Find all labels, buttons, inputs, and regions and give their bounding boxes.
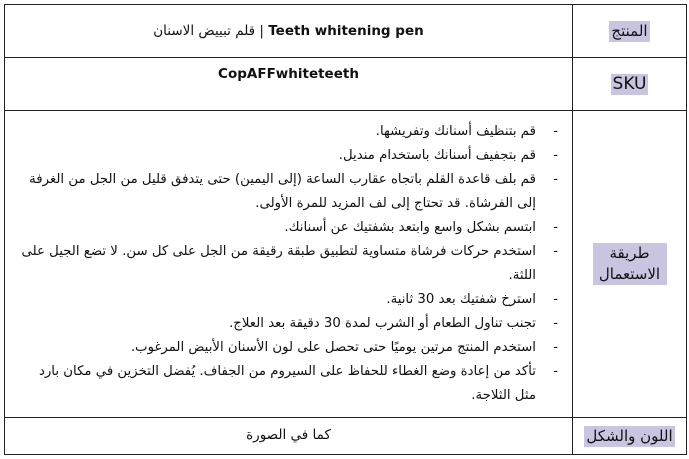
usage-step: - قم بتنظيف أسنانك وتفريشها. xyxy=(17,120,536,144)
usage-steps-list xyxy=(5,120,572,408)
sku-label-cell xyxy=(573,58,687,111)
sku-label: SKU xyxy=(612,73,647,94)
usage-step: - تجنب تناول الطعام أو الشرب لمدة 30 دقيقة بعد العلاج. xyxy=(17,312,536,336)
product-row xyxy=(5,5,687,58)
product-name-english: Teeth whitening pen xyxy=(268,23,424,39)
sku-value-cell xyxy=(5,58,573,111)
usage-label: طريقة الاستعمال xyxy=(593,243,667,285)
color-row xyxy=(5,418,687,455)
color-value-cell xyxy=(5,418,573,455)
color-label-cell xyxy=(573,418,687,455)
product-value-cell xyxy=(5,5,573,58)
usage-step: - ابتسم بشكل واسع وابتعد بشفتيك عن أسنانك. xyxy=(17,216,536,240)
product-name-arabic: قلم تبييض الاسنان xyxy=(153,23,256,39)
usage-step: - استخدم حركات فرشاة متساوية لتطبيق طبقة رقيقة من الجل على كل سن. لا تضع الجيل على اللثة. xyxy=(17,240,536,288)
product-label: المنتج xyxy=(611,21,648,40)
usage-row xyxy=(5,111,687,418)
usage-step: - قم بتجفيف أسنانك باستخدام منديل. xyxy=(17,144,536,168)
usage-step: - قم بلف قاعدة القلم باتجاه عقارب الساعة (إلى اليمين) حتى يتدفق قليل من الجل من الغرفة إلى الفرشاة. قد تحتاج إلى لف المزيد للمرة الأولى. xyxy=(17,168,536,216)
usage-step: - استخدم المنتج مرتين يوميًا حتى تحصل على لون الأسنان الأبيض المرغوب. xyxy=(17,336,536,360)
usage-step: - استرخ شفتيك بعد 30 ثانية. xyxy=(17,288,536,312)
usage-step: - تأكد من إعادة وضع الغطاء للحفاظ على السيروم من الجفاف. يُفضل التخزين في مكان بارد مثل الثلاجة. xyxy=(17,360,536,408)
product-label-cell xyxy=(573,5,687,58)
usage-value-cell xyxy=(5,111,573,418)
product-name-separator: | xyxy=(255,23,269,39)
usage-label-cell xyxy=(573,111,687,418)
sku-row xyxy=(5,58,687,111)
product-spec-table xyxy=(4,4,687,455)
sku-value: CopAFFwhiteteeth xyxy=(218,66,359,82)
color-value: كما في الصورة xyxy=(246,427,331,443)
color-label: اللون والشكل xyxy=(586,426,673,445)
